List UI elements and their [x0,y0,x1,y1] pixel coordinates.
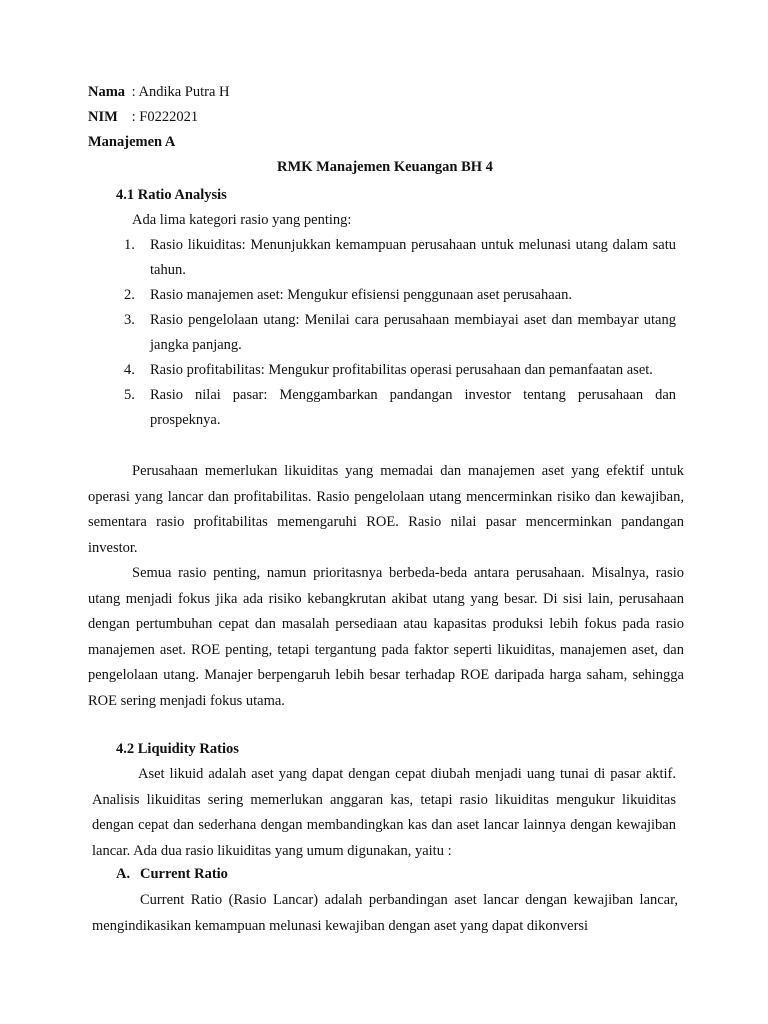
document-title: RMK Manajemen Keuangan BH 4 [277,159,493,175]
nim-value: : F0222021 [131,109,199,125]
list-item-text: Rasio profitabilitas: Mengukur profitabilitas operasi perusahaan dan pemanfaatan aset. [150,362,653,378]
list-item-text: Rasio nilai pasar: Menggambarkan pandangan investor tentang perusahaan dan prospeknya. [150,387,676,428]
section-heading-4-2: 4.2 Liquidity Ratios [116,741,239,757]
ratio-category-list [124,233,676,433]
subsection-title: Current Ratio [140,866,228,882]
body-paragraph [92,762,676,864]
student-info [88,80,688,155]
list-item-text: Rasio manajemen aset: Mengukur efisiensi penggunaan aset perusahaan. [150,287,572,303]
subsection-heading [116,862,228,887]
list-item [124,308,676,358]
list-number: 2. [124,287,135,303]
paragraph-text: Semua rasio penting, namun prioritasnya berbeda-beda antara perusahaan. Misalnya, rasio utang menjadi fokus jika ada risiko kebangkrutan akibat utang yang besar. Di sisi lain, perusahaan dengan pertumbuhan cepat dan masalah persediaan atau kapasitas produksi lebih fokus pada rasio manajemen aset. ROE penting, tetapi tergantung pada faktor seperti likuiditas, manajemen aset, dan pengelolaan utang. Manajer berpengaruh lebih besar terhadap ROE daripada harga saham, sehingga ROE sering menjadi fokus utama. [88,565,684,709]
body-paragraph [92,888,678,939]
paragraph-text: Aset likuid adalah aset yang dapat dengan cepat diubah menjadi uang tunai di pasar aktif. Analisis likuiditas sering memerlukan anggaran kas, tetapi rasio likuiditas mengukur likuiditas dengan cepat dan sederhana dengan membandingkan kas dan aset lancar lainnya dengan kewajiban lancar. Ada dua rasio likuiditas yang umum digunakan, yaitu : [92,766,676,859]
name-label: Nama [88,84,126,100]
section-intro: Ada lima kategori rasio yang penting: [132,212,352,228]
class-line: Manajemen A [88,134,176,150]
nim-line [88,105,688,130]
list-item-text: Rasio likuiditas: Menunjukkan kemampuan perusahaan untuk melunasi utang dalam satu tahun. [150,237,676,278]
body-paragraph [88,459,684,561]
name-line [88,80,688,105]
list-number: 3. [124,312,135,328]
list-number: 5. [124,387,135,403]
body-paragraph [88,561,684,714]
paragraph-text: Current Ratio (Rasio Lancar) adalah perbandingan aset lancar dengan kewajiban lancar, mengindikasikan kemampuan melunasi kewajiban dengan aset yang dapat dikonversi [92,892,678,934]
list-item [124,283,676,308]
name-value: : Andika Putra H [131,84,230,100]
section-heading-4-1: 4.1 Ratio Analysis [116,187,227,203]
subsection-label: A. [116,866,131,882]
list-number: 1. [124,237,135,253]
list-item [124,383,676,433]
list-item-text: Rasio pengelolaan utang: Menilai cara perusahaan membiayai aset dan membayar utang jangka panjang. [150,312,676,353]
list-item [124,358,676,383]
list-number: 4. [124,362,135,378]
nim-label: NIM [88,109,118,125]
paragraph-text: Perusahaan memerlukan likuiditas yang memadai dan manajemen aset yang efektif untuk operasi yang lancar dan profitabilitas. Rasio pengelolaan utang mencerminkan risiko dan kewajiban, sementara rasio profitabilitas memengaruhi ROE. Rasio nilai pasar mencerminkan pandangan investor. [88,463,684,556]
list-item [124,233,676,283]
